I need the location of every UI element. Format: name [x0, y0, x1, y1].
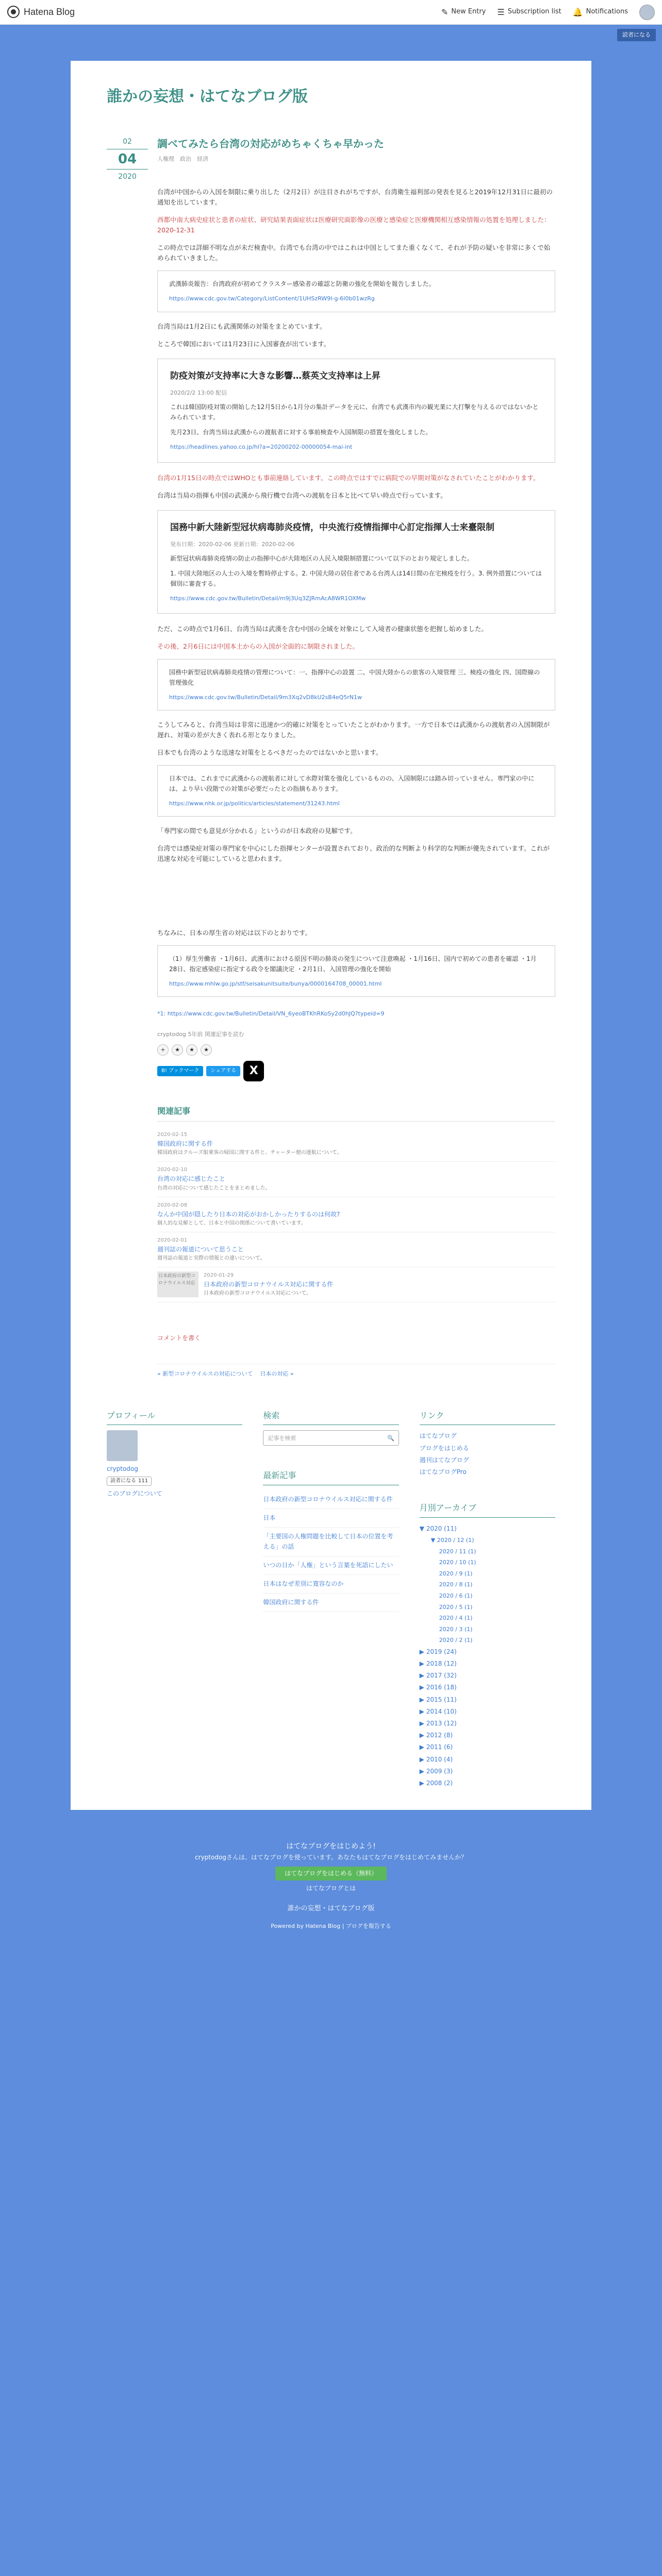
entry-body: [157, 187, 555, 1379]
related-thumbnail[interactable]: 日本政府の新型コロナウイルス対応: [157, 1272, 198, 1297]
archive-item[interactable]: 2020 / 2 (1): [439, 1637, 473, 1644]
sidebar: [107, 1410, 555, 1789]
about-hatena-link[interactable]: はてなブログとは: [306, 1884, 356, 1892]
paragraph-highlight: 西都中南大病史症状と患者の症状、研究結果表面症状は医療研究面影像の医療と感染症と医療機関相互感染情報の処置を処理しました：2020-12-31: [157, 215, 551, 234]
archive-item[interactable]: ▶ 2012 (8): [419, 1732, 453, 1739]
global-header: [0, 0, 662, 25]
paragraph: 台湾当局は1月2日にも武漢関係の対策をまとめています。: [157, 322, 326, 330]
related-item[interactable]: 2020-02-15 韓国政府に関する件 韓国政府はクルーズ船乗客の帰国に関する件と、チャーター便の運航について。: [157, 1127, 555, 1162]
page-footer: [0, 1810, 662, 1946]
related-item[interactable]: 2020-02-01 週刊誌の報道について思うこと 週刊誌の報道と実際の情報との違いについて。: [157, 1232, 555, 1267]
author-link[interactable]: cryptodog: [157, 1030, 186, 1038]
archive-item[interactable]: ▶ 2010 (4): [419, 1755, 453, 1763]
about-blog-link[interactable]: このブログについて: [107, 1490, 162, 1498]
archive-item[interactable]: ▶ 2008 (2): [419, 1779, 453, 1787]
blog-container: [71, 61, 591, 1810]
link-item[interactable]: 週刊はてなブログ: [419, 1456, 469, 1464]
link-item[interactable]: はてなブログPro: [419, 1468, 467, 1476]
add-star-icon[interactable]: +: [157, 1044, 169, 1056]
news-card: 防疫対策が支持率に大きな影響…蔡英文支持率は上昇 2020/2/2 13:00 配信 これは韓国防疫対策の開始した12月5日から1月分の集計データを元に、台湾でも武漢市内の観光業に大打撃を与えるのではないかとみられています。 先月23日、台湾当局は武漢からの渡航者に対する事前検査や入国制限の措置を強化しました。 https://headlines.yahoo.co.jp/hl?a=20200202-00000054-mai-int: [157, 359, 555, 463]
brand-name: Hatena Blog: [24, 7, 75, 18]
paragraph: 「専門家の間でも意見が分かれる」というのが日本政府の見解です。: [157, 827, 357, 835]
archive-item[interactable]: 2020 / 4 (1): [439, 1615, 473, 1622]
card-source-link[interactable]: https://headlines.yahoo.co.jp/hl?a=20200202-00000054-mai-int: [170, 443, 353, 450]
archive-item[interactable]: ▶ 2019 (24): [419, 1648, 457, 1655]
user-avatar[interactable]: [639, 5, 655, 20]
next-entry-link[interactable]: 日本の対応 »: [260, 1370, 294, 1378]
hatena-logo-icon: [7, 6, 20, 18]
archive-widget: 月別アーカイブ ▼ 2020 (11) ▼ 2020 / 12 (1) 2020 / 11 (1) 2020 / 10 (1) 2020 / 9 (1) 2020 / 8 (1) 2020 / 6 (1) 2020 / 5 (1) 2020 / 4 (1) 2020 / 3 (1) 2020 / 2 (1) ▶ 2019 (24) ▶ 2018 (12) ▶ 2017 (32) ▶ 2016 (18) ▶ 2015 (11) ▶ 2014 (10) ▶ 2013 (12) ▶ 2012 (8) ▶ 2011 (6) ▶ 2010 (4) ▶ 2009 (3) ▶ 2008 (2): [420, 1502, 555, 1789]
archive-item[interactable]: ▼ 2020 / 12 (1): [431, 1536, 474, 1544]
entry: [107, 136, 555, 1379]
star-avatar-icon[interactable]: ★: [201, 1044, 212, 1056]
quote-source-link[interactable]: https://www.cdc.gov.tw/Bulletin/Detail/9m3Xq2vD8kU2sB4eQ5rN1w: [169, 693, 362, 701]
paragraph: 日本でも台湾のような迅速な対策をとるべきだったのではないかと思います。: [157, 749, 383, 757]
x-share-button[interactable]: X: [243, 1061, 264, 1081]
archive-item[interactable]: 2020 / 8 (1): [439, 1581, 473, 1588]
paragraph-highlight: その後、2月6日には中国本土からの入国が全面的に制限されました。: [157, 642, 359, 651]
archive-item[interactable]: ▶ 2018 (12): [419, 1660, 457, 1668]
archive-item[interactable]: ▶ 2016 (18): [419, 1684, 457, 1691]
paragraph: ちなみに、日本の厚生省の対応は以下のとおりです。: [157, 929, 312, 937]
archive-item[interactable]: ▶ 2013 (12): [419, 1720, 457, 1727]
recent-list: [263, 1490, 399, 1612]
bell-icon: 🔔: [572, 7, 583, 17]
notifications-button[interactable]: 🔔 Notifications: [573, 6, 628, 19]
facebook-share-button[interactable]: シェアする: [206, 1066, 240, 1076]
recent-item[interactable]: 日本: [263, 1509, 399, 1528]
entry-title[interactable]: 調べてみたら台湾の対応がめちゃくちゃ早かった: [157, 139, 384, 150]
archive-item[interactable]: ▶ 2011 (6): [419, 1743, 453, 1751]
archive-item[interactable]: 2020 / 5 (1): [439, 1603, 473, 1611]
star-row: [157, 1044, 555, 1056]
related-entries: [157, 1105, 555, 1303]
new-entry-button[interactable]: ✎ New Entry: [441, 6, 486, 19]
archive-list: [420, 1523, 555, 1789]
footnote[interactable]: *1: https://www.cdc.gov.tw/Bulletin/Detail/VN_6yeoBTKhRKoSy2d0hJQ?typeid=9: [157, 1010, 385, 1018]
paragraph: 台湾では感染症対策の専門家を中心にした指揮センターが設置されており、政治的な判断より科学的な判断が優先されています。これが迅速な対応を可能にしていると思われます。: [157, 844, 550, 863]
link-item[interactable]: はてなブログ: [419, 1432, 457, 1440]
footer-text: cryptodogさんは、はてなブログを使っています。あなたもはてなブログをはじめてみませんか？: [195, 1853, 467, 1861]
follow-button[interactable]: 読者になる 111: [107, 1477, 152, 1486]
paragraph: こうしてみると、台湾当局は非常に迅速かつ的確に対策をとっていたことがわかります。一方で日本では武漢からの渡航者の入国制限が遅れ、対策の差が大きく表れる形となりました。: [157, 721, 550, 739]
related-link[interactable]: 関連記事を読む: [204, 1030, 244, 1038]
related-item[interactable]: 2020-02-08 なんか中国が隠したり日本の対応がおかしかったりするのは何故? 個人的な見解として、日本と中国の関係について書いています。: [157, 1197, 555, 1232]
recent-item[interactable]: 「主要国の人権問題を比較して日本の位置を考える」の話: [263, 1528, 399, 1556]
paragraph: この時点では詳細不明な点が未だ検査中。台湾でも台湾の中ではこれは中国としてまた重くなくて、それが予防の疑いを非常に多くで始められていきました。: [157, 243, 551, 262]
profile-name[interactable]: cryptodog: [107, 1465, 138, 1473]
entry-date[interactable]: 02 04 2020: [107, 136, 148, 183]
star-avatar-icon[interactable]: ★: [172, 1044, 183, 1056]
entry-categories[interactable]: 人権理 政治 経済: [157, 156, 208, 162]
recent-item[interactable]: いつの日か「人権」という言葉を死語にしたい: [263, 1556, 399, 1575]
profile-widget: プロフィール cryptodog 読者になる 111 このブログについて: [107, 1410, 242, 1499]
paragraph: ところで韓国においては1月23日に入国審査が出ています。: [157, 340, 330, 348]
global-nav: [441, 5, 655, 20]
card-source-link[interactable]: https://www.cdc.gov.tw/Bulletin/Detail/m9j3Uq3ZJRmAcA8WR1OXMw: [170, 595, 366, 602]
entry-pager: [157, 1364, 555, 1379]
hatena-logo[interactable]: [7, 5, 75, 20]
archive-item[interactable]: 2020 / 6 (1): [439, 1592, 473, 1599]
footer-headline: はてなブログをはじめよう!: [286, 1842, 376, 1851]
blockquote: 武漢肺炎報告：台湾政府が初めてクラスター感染者の確認と防衛の強化を開始を報告しました。 https://www.cdc.gov.tw/Category/ListContent/1UHSzRW9I-g-6l0b01wzRg: [157, 270, 555, 312]
sidebar-col-3: [420, 1410, 555, 1789]
pencil-icon: ✎: [441, 7, 449, 17]
subscription-list-button[interactable]: ☰ Subscription list: [497, 6, 561, 19]
star-avatar-icon[interactable]: ★: [186, 1044, 197, 1056]
quote-source-link[interactable]: https://www.cdc.gov.tw/Category/ListContent/1UHSzRW9I-g-6l0b01wzRg: [169, 295, 375, 302]
powered-by[interactable]: Powered by Hatena Blog | ブログを報告する: [271, 1922, 391, 1929]
recent-widget: 最新記事 日本政府の新型コロナウイルス対応に関する件 日本 「主要国の人権問題を比較して日本の位置を考える」の話 いつの日か「人権」という言葉を死語にしたい 日本はなぜ差別に寛容なのか 韓国政府に関する件: [263, 1469, 399, 1612]
blockquote: 日本では、これまでに武漢からの渡航者に対して水際対策を強化しているものの、入国制限には踏み切っていません。専門家の中には、より早い段階での対策が必要だったとの指摘もあります。 https://www.nhk.or.jp/politics/articles/statement/31243.html: [157, 765, 555, 817]
entry-meta: [157, 1030, 555, 1039]
subscribe-button[interactable]: 読者になる: [617, 29, 656, 41]
recent-item[interactable]: 韓国政府に関する件: [263, 1594, 399, 1612]
recent-item[interactable]: 日本はなぜ差別に寛容なのか: [263, 1575, 399, 1594]
paragraph: 台湾は当局の指揮も中国の武漢から飛行機で台湾への渡航を日本と比べて早い時点で行っています。: [157, 491, 447, 499]
archive-item[interactable]: ▼ 2020 (11): [419, 1524, 457, 1532]
search-widget: 検索 記事を検索 🔍: [263, 1410, 399, 1446]
archive-item[interactable]: ▶ 2017 (32): [419, 1672, 457, 1680]
entry-header: [107, 136, 555, 183]
archive-item[interactable]: 2020 / 3 (1): [439, 1625, 473, 1633]
footer-blog-name[interactable]: 誰かの妄想・はてなブログ版: [287, 1905, 375, 1913]
write-comment-link[interactable]: コメントを書く: [157, 1334, 201, 1342]
spacer: [157, 871, 555, 928]
archive-item[interactable]: 2020 / 10 (1): [439, 1559, 476, 1566]
sidebar-col-2: [263, 1410, 399, 1789]
entry-time[interactable]: 5年前: [188, 1030, 203, 1038]
archive-item[interactable]: ▶ 2015 (11): [419, 1696, 457, 1703]
start-blog-button[interactable]: はてなブログをはじめる（無料）: [275, 1867, 387, 1880]
profile-avatar[interactable]: [107, 1430, 138, 1461]
news-card: 国務中新大陸新型冠状病毒肺炎疫情，中央流行疫情指揮中心訂定指揮人士来臺限制 発布日期：2020-02-06 更新日期：2020-02-06 新型冠状病毒肺炎疫情の防止の指揮中心が大陸地区の人民入境限制措置について以下のとおり規定しました。 1. 中国大陸地区の人士の入境を暫時停止する。2. 中国大陸の居住者である台湾人は14日間の在宅検疫を行う。3. 例外措置については個別に審査する。 https://www.cdc.gov.tw/Bulletin/Detail/m9j3Uq3ZJRmAcA8WR1OXMw: [157, 510, 555, 614]
related-item[interactable]: 日本政府の新型コロナウイルス対応 2020-01-29 日本政府の新型コロナウイルス対応に関する件 日本政府の新型コロナウイルス対応について。: [157, 1267, 555, 1302]
hatena-bookmark-button[interactable]: B! ブックマーク: [157, 1066, 203, 1076]
link-item[interactable]: ブログをはじめる: [419, 1444, 469, 1452]
archive-item[interactable]: 2020 / 9 (1): [439, 1570, 473, 1577]
related-item[interactable]: 2020-02-10 台湾の対応に感じたこと 台湾の対応について感じたことをまとめました。: [157, 1162, 555, 1197]
links-widget: リンク はてなブログ ブログをはじめる 週刊はてなブログ はてなブログPro: [420, 1410, 555, 1478]
related-title: 関連記事: [157, 1105, 555, 1122]
blockquote: （1）厚生労働省 ・1月6日、武漢市における原因不明の肺炎の発生について注意喚起 ・1月16日、国内で初めての患者を確認 ・1月28日、指定感染症に指定する政令を閣議決定 ・2月1日、入国管理の強化を開始 https://www.mhlw.go.jp/stf/seisakunitsuite/bunya/0000164708_00001.html: [157, 945, 555, 997]
list-icon: ☰: [497, 7, 505, 17]
paragraph: ただ、この時点で1月6日、台湾当局は武漢を含む中国の全域を対象にして入境者の健康状態を把握し始めました。: [157, 625, 488, 633]
quote-source-link[interactable]: https://www.nhk.or.jp/politics/articles/statement/31243.html: [169, 800, 340, 807]
paragraph-highlight: 台湾の1月15日の時点ではWHOとも事前連絡しています。この時点ではすでに病院での早期対策がなされていたことがわかります。: [157, 473, 540, 482]
prev-entry-link[interactable]: « 新型コロナウイルスの対応について: [157, 1370, 253, 1378]
archive-item[interactable]: ▶ 2014 (10): [419, 1707, 457, 1715]
share-row: [157, 1061, 555, 1081]
links-list: [420, 1430, 555, 1478]
archive-item[interactable]: ▶ 2009 (3): [419, 1767, 453, 1775]
archive-item[interactable]: 2020 / 11 (1): [439, 1548, 476, 1555]
quote-source-link[interactable]: https://www.mhlw.go.jp/stf/seisakunitsuite/bunya/0000164708_00001.html: [169, 980, 382, 987]
search-icon[interactable]: 🔍: [387, 1434, 394, 1442]
search-input[interactable]: 記事を検索 🔍: [263, 1430, 399, 1446]
blockquote: 国務中新型冠状病毒肺炎疫情の管理について：一、指揮中心の設置 二、中国大陸からの旅客の入境管理 三、検疫の強化 四、国際線の管理強化 https://www.cdc.gov.tw/Bulletin/Detail/9m3Xq2vD8kU2sB4eQ5rN1w: [157, 659, 555, 710]
blog-title[interactable]: 誰かの妄想・はてなブログ版: [107, 88, 308, 105]
recent-item[interactable]: 日本政府の新型コロナウイルス対応に関する件: [263, 1490, 399, 1509]
paragraph: 台湾が中国からの入国を制限に乗り出した（2月2日）が注目されがちですが、台湾衛生福利部の発表を見ると2019年12月31日に最初の通知を出しています。: [157, 188, 553, 206]
sidebar-col-1: [107, 1410, 242, 1789]
